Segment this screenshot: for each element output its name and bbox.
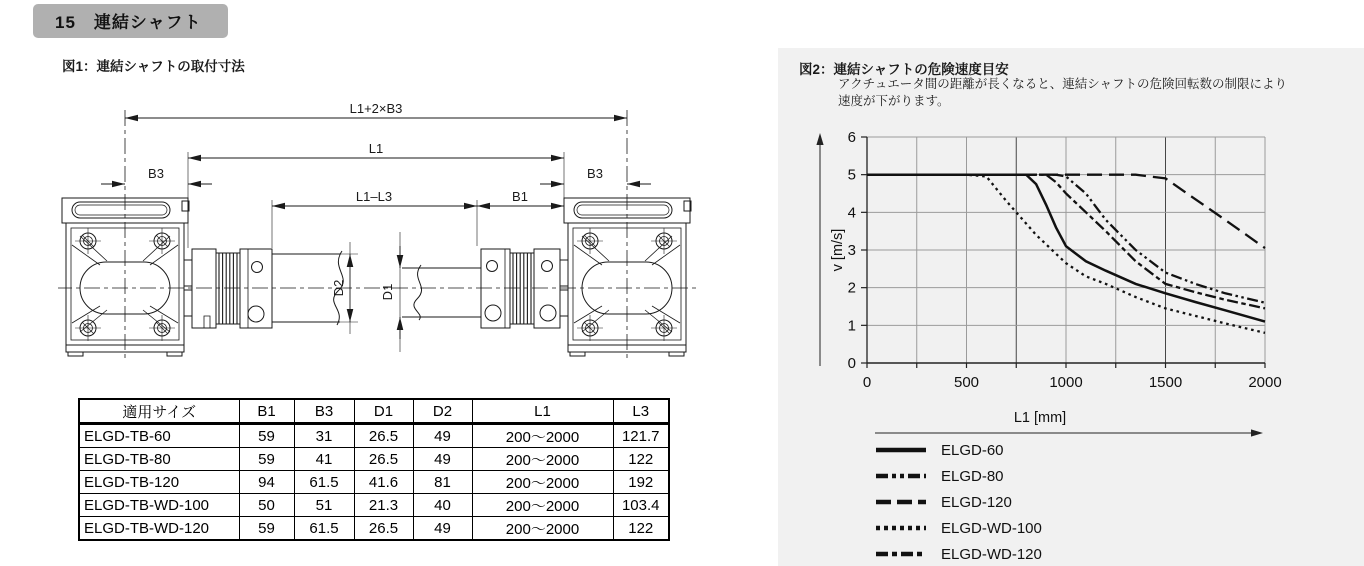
table-cell: 26.5 — [354, 448, 413, 471]
table-cell: 200～2000 — [472, 424, 613, 448]
svg-text:3: 3 — [847, 242, 856, 259]
right-actuator-block — [564, 198, 691, 356]
dim-label-b3-left: B3 — [148, 166, 164, 181]
table-row — [79, 448, 669, 471]
dim-label-l1-l3: L1–L3 — [355, 189, 393, 204]
table-cell: 81 — [413, 471, 472, 494]
dim-label-overall: L1+2×B3 — [349, 101, 403, 116]
table-cell: 59 — [239, 448, 294, 471]
legend-line-sample — [875, 444, 927, 456]
table-cell: 200～2000 — [472, 448, 613, 471]
svg-text:L1 [mm]: L1 [mm] — [1013, 410, 1067, 426]
table-cell: 61.5 — [294, 471, 354, 494]
col-header-l1: L1 — [472, 399, 613, 424]
col-header-b1: B1 — [239, 399, 294, 424]
table-row — [79, 471, 669, 494]
legend-label: ELGD-60 — [941, 441, 1004, 459]
svg-text:1000: 1000 — [1049, 374, 1083, 391]
table-cell: 200～2000 — [472, 494, 613, 517]
legend-label: ELGD-120 — [941, 493, 1012, 511]
legend-line-sample — [875, 496, 927, 508]
table-cell: 59 — [239, 517, 294, 541]
table-cell: 49 — [413, 517, 472, 541]
legend-item-ELGD-WD-100 — [875, 518, 1042, 538]
table-cell: 59 — [239, 424, 294, 448]
shaft-right — [402, 265, 481, 320]
legend-item-ELGD-WD-120 — [875, 544, 1042, 564]
table-cell: 26.5 — [354, 517, 413, 541]
legend-label: ELGD-WD-100 — [941, 519, 1042, 537]
table-cell: 121.7 — [613, 424, 669, 448]
legend-item-ELGD-60 — [875, 440, 1042, 460]
table-cell: 122 — [613, 448, 669, 471]
chart-legend — [875, 440, 1042, 566]
table-cell: 21.3 — [354, 494, 413, 517]
svg-text:2: 2 — [847, 279, 856, 297]
table-cell: 200～2000 — [472, 517, 613, 541]
col-header-b3: B3 — [294, 399, 354, 424]
section-header — [33, 4, 228, 38]
col-header-d1: D1 — [354, 399, 413, 424]
chart-grid — [867, 137, 1265, 363]
figure2-panel — [778, 48, 1364, 566]
table-cell: 41 — [294, 448, 354, 471]
dim-label-l1: L1 — [368, 141, 384, 156]
svg-text:2000: 2000 — [1248, 374, 1282, 391]
col-header-d2: D2 — [413, 399, 472, 424]
table-cell: 41.6 — [354, 471, 413, 494]
svg-text:6: 6 — [847, 129, 856, 146]
table-cell: 49 — [413, 424, 472, 448]
svg-text:1: 1 — [847, 317, 856, 335]
dim-label-d1: D1 — [380, 283, 395, 301]
svg-text:v [m/s]: v [m/s] — [830, 228, 846, 272]
table-cell: 40 — [413, 494, 472, 517]
svg-text:4: 4 — [847, 204, 856, 222]
chart-tick-labels — [848, 129, 1282, 391]
legend-label: ELGD-WD-120 — [941, 545, 1042, 563]
section-header-label: 15 連結シャフト — [55, 13, 202, 32]
extension-lines — [188, 152, 564, 352]
table-row — [79, 517, 669, 541]
dim-label-b3-right: B3 — [587, 166, 603, 181]
table-cell: 51 — [294, 494, 354, 517]
speed-chart — [778, 126, 1364, 442]
dim-label-b1: B1 — [512, 189, 528, 204]
legend-line-sample — [875, 522, 927, 534]
legend-line-sample — [875, 470, 927, 482]
col-header-l3: L3 — [613, 399, 669, 424]
left-actuator-block — [62, 198, 189, 356]
table-cell: ELGD-TB-60 — [79, 424, 239, 448]
table-row — [79, 494, 669, 517]
table-cell: 94 — [239, 471, 294, 494]
legend-label: ELGD-80 — [941, 467, 1004, 485]
figure1-drawing — [58, 96, 698, 396]
table-cell: ELGD-TB-80 — [79, 448, 239, 471]
dimension-table — [78, 398, 670, 541]
svg-text:5: 5 — [847, 166, 856, 184]
table-cell: 122 — [613, 517, 669, 541]
figure2-title: 図2：連結シャフトの危険速度目安 — [799, 62, 1009, 77]
svg-text:500: 500 — [953, 374, 980, 391]
svg-text:0: 0 — [847, 355, 856, 372]
left-coupling — [184, 249, 272, 328]
figure2-description-line1: アクチュエータ間の距離が長くなると、連結シャフトの危険回転数の制限により — [838, 77, 1288, 91]
table-row — [79, 424, 669, 448]
table-header-row — [79, 399, 669, 424]
legend-line-sample — [875, 548, 927, 560]
figure2-description — [838, 76, 1287, 110]
table-cell: ELGD-TB-WD-120 — [79, 517, 239, 541]
legend-item-ELGD-120 — [875, 492, 1042, 512]
table-cell: 200～2000 — [472, 471, 613, 494]
right-coupling — [481, 249, 568, 328]
table-cell: 26.5 — [354, 424, 413, 448]
svg-text:0: 0 — [862, 374, 872, 391]
chart-axes — [861, 137, 1265, 368]
legend-item-ELGD-80 — [875, 466, 1042, 486]
col-header-size: 適用サイズ — [79, 399, 239, 424]
figure2-description-line2: 速度が下がります。 — [838, 94, 950, 108]
table-cell: 192 — [613, 471, 669, 494]
table-cell: 31 — [294, 424, 354, 448]
table-cell: 49 — [413, 448, 472, 471]
table-cell: ELGD-TB-WD-100 — [79, 494, 239, 517]
figure1-title: 図1：連結シャフトの取付寸法 — [62, 59, 245, 74]
table-cell: 103.4 — [613, 494, 669, 517]
table-cell: ELGD-TB-120 — [79, 471, 239, 494]
dim-label-d2: D2 — [331, 279, 346, 297]
table-cell: 50 — [239, 494, 294, 517]
svg-text:1500: 1500 — [1148, 374, 1183, 391]
table-cell: 61.5 — [294, 517, 354, 541]
